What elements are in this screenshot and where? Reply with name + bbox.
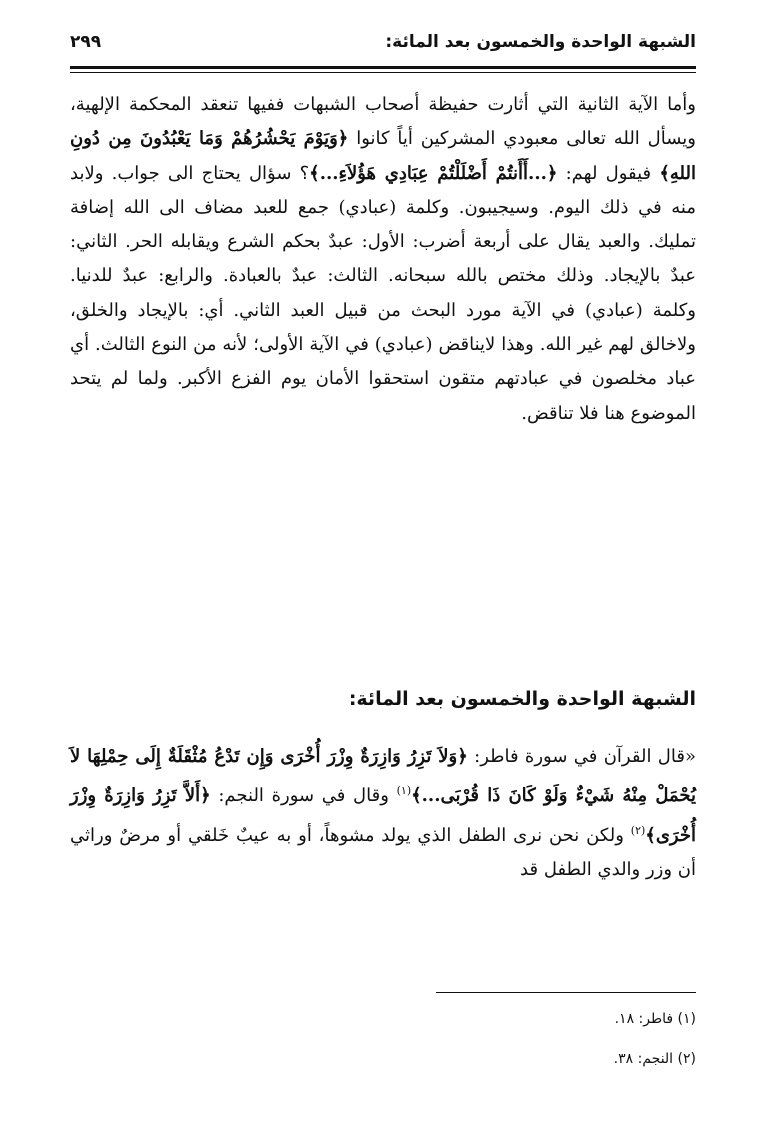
- paragraph-2-text: «قال القرآن في سورة فاطر:: [467, 746, 696, 767]
- quran-verse: ﴿أَلاَّ تَزِرُ وَازِرَةٌ وِزْرَ أُخْرَى﴾: [70, 785, 696, 846]
- quran-verse: ﴿وَيَوْمَ يَحْشُرُهُمْ وَمَا يَعْبُدُونَ مِن دُونِ اللهِ﴾: [70, 128, 697, 184]
- header-rule-thick: [70, 66, 696, 69]
- footnote: (٢) النجم: ٣٨.: [613, 1051, 696, 1067]
- footnote: (١) فاطر: ١٨.: [614, 1011, 696, 1027]
- paragraph-2: [70, 740, 696, 887]
- running-header: [70, 22, 696, 62]
- footnote-ref: (٢): [630, 823, 646, 837]
- paragraph-1: [70, 88, 696, 431]
- footnote-separator: [436, 992, 696, 993]
- paragraph-1-text: ؟ سؤال يحتاج الى جواب. ولابد منه في ذلك اليوم. وسيجيبون. وكلمة (عبادي) جمع للعبد مضاف الى الله إضافة تمليك. والعبد يقال على أربعة أضرب: الأول: عبدٌ بحكم الشرع ويقابله الحر. الثاني: عبدٌ بالإيجاد. وذلك مختص بالله سبحانه. الثالث: عبدٌ بالعبادة. والرابع: عبدٌ للدنيا. وكلمة (عبادي) في الآية مورد البحث من قبيل العبد الثاني. أي: بالإيجاد والخلق، ولاخالق لهم غير الله. وهذا لايناقض (عبادي) في الآية الأولى؛ لأنه من النوع الثالث. أي عباد مخلصون في عبادتهم متقون استحقوا الأمان يوم الفزع الأكبر. ولما لم يتحد الموضوع هنا فلا تناقض.: [70, 162, 697, 424]
- page-number: ٢٩٩: [70, 32, 102, 52]
- running-title: الشبهة الواحدة والخمسون بعد المائة:: [385, 32, 696, 52]
- paragraph-2-text: وقال في سورة النجم:: [210, 785, 397, 807]
- quran-verse: ﴿...أَأَنتُمْ أَضْلَلْتُمْ عِبَادِي هَؤُلاَءِ...﴾: [309, 162, 558, 184]
- footnote-ref: (١): [396, 784, 412, 798]
- footnotes: [70, 1008, 696, 1088]
- paragraph-1-text: وأما الآية الثانية التي أثارت حفيظة أصحاب الشبهات ففيها تنعقد المحكمة الإلهية، ويسأل الله تعالى معبودي المشركين أياً كانوا: [70, 94, 696, 150]
- paragraph-2-text: ولكن نحن نرى الطفل الذي يولد مشوهاً، أو به عيبٌ خَلقي أو مرضٌ وراثي أن وزر والدي الطفل قد: [70, 824, 696, 880]
- quran-verse: ﴿وَلاَ تَزِرُ وَازِرَةٌ وِزْرَ أُخْرَى وَإِن تَدْعُ مُثْقَلَةٌ إِلَى حِمْلِهَا لاَ يُحْمَلْ مِنْهُ شَيْءٌ وَلَوْ كَانَ ذَا قُرْبَى...﴾: [70, 746, 696, 807]
- section-heading: الشبهة الواحدة والخمسون بعد المائة:: [348, 688, 696, 710]
- book-page: [70, 22, 696, 1122]
- paragraph-1-text: فيقول لهم:: [557, 162, 660, 184]
- header-rule-thin: [70, 72, 696, 73]
